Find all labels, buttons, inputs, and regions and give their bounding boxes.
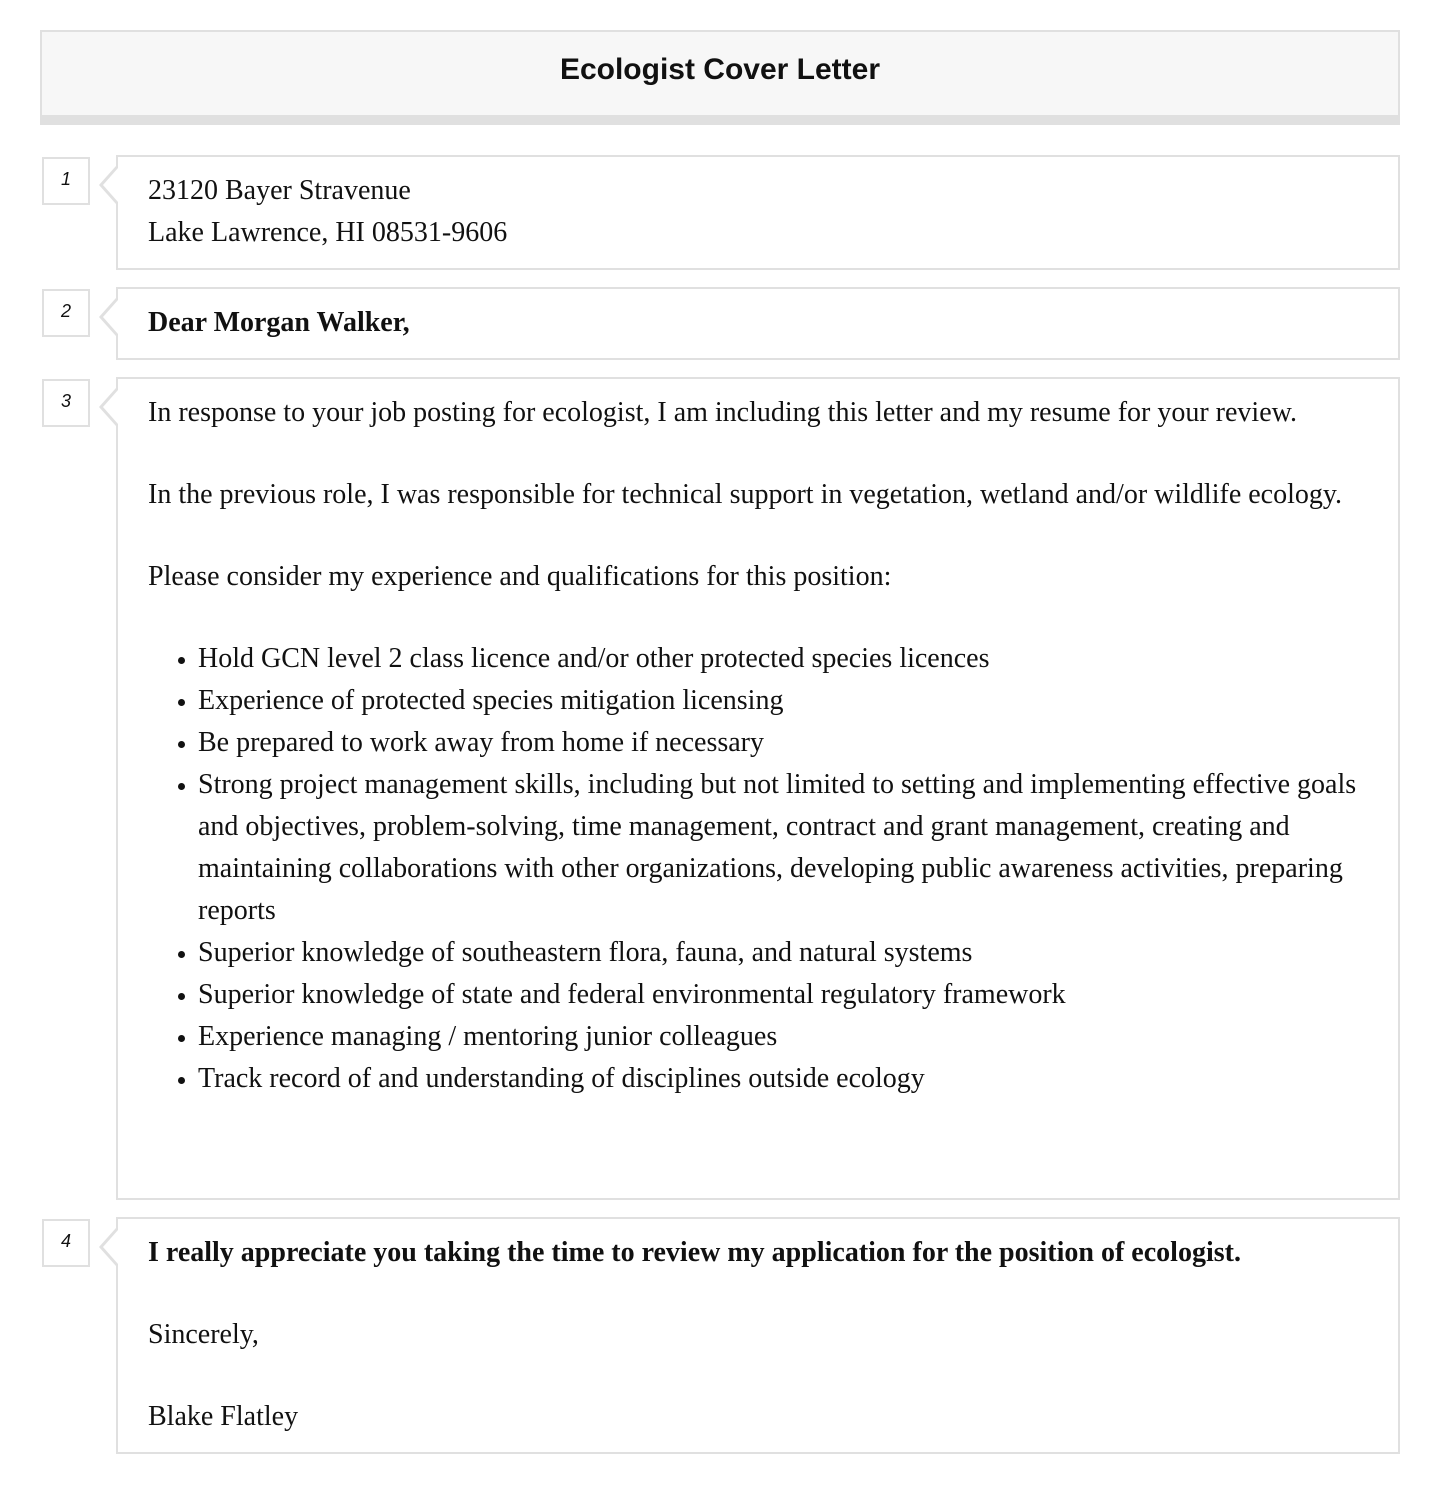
page-title: Ecologist Cover Letter [559, 52, 881, 86]
closing-statement: I really appreciate you taking the time to review my application for the position of ecologist. [148, 1237, 1241, 1268]
document-header [40, 30, 1400, 125]
intro-paragraph: In response to your job posting for ecologist, I am including this letter and my resume for your review. [148, 397, 1298, 428]
list-item: • Hold GCN level 2 class licence and/or other protected species licences [198, 638, 1368, 680]
section-number-badge: 3 [42, 379, 90, 427]
section-number-badge: 1 [42, 157, 90, 205]
list-item: • Track record of and understanding of disciplines outside ecology [198, 1058, 1368, 1100]
list-item: • Strong project management skills, including but not limited to setting and implementing effective goals and objectives, problem-solving, time management, contract and grant management, creating and maintaining collaborations with other organizations, developing public awareness activities, preparing reports [198, 764, 1368, 932]
list-item: • Be prepared to work away from home if necessary [198, 722, 1368, 764]
qualifications-intro: Please consider my experience and qualifications for this position: [148, 561, 892, 592]
list-item: • Experience managing / mentoring junior colleagues [198, 1016, 1368, 1058]
closing-block [116, 1217, 1400, 1454]
signature: Blake Flatley [148, 1401, 299, 1432]
salutation-block [116, 287, 1400, 360]
address-line-2: Lake Lawrence, HI 08531-9606 [148, 217, 508, 248]
body-block [116, 377, 1400, 1200]
list-item: • Superior knowledge of southeastern flora, fauna, and natural systems [198, 932, 1368, 974]
sign-off: Sincerely, [148, 1319, 259, 1350]
qualifications-list [148, 638, 1368, 1100]
experience-paragraph: In the previous role, I was responsible for technical support in vegetation, wetland and/or wildlife ecology. [148, 479, 1343, 510]
section-number-badge: 2 [42, 289, 90, 337]
address-block [116, 155, 1400, 270]
salutation: Dear Morgan Walker, [148, 307, 410, 338]
section-number-badge: 4 [42, 1219, 90, 1267]
list-item: • Experience of protected species mitigation licensing [198, 680, 1368, 722]
list-item: • Superior knowledge of state and federal environmental regulatory framework [198, 974, 1368, 1016]
address-line-1: 23120 Bayer Stravenue [148, 175, 411, 206]
